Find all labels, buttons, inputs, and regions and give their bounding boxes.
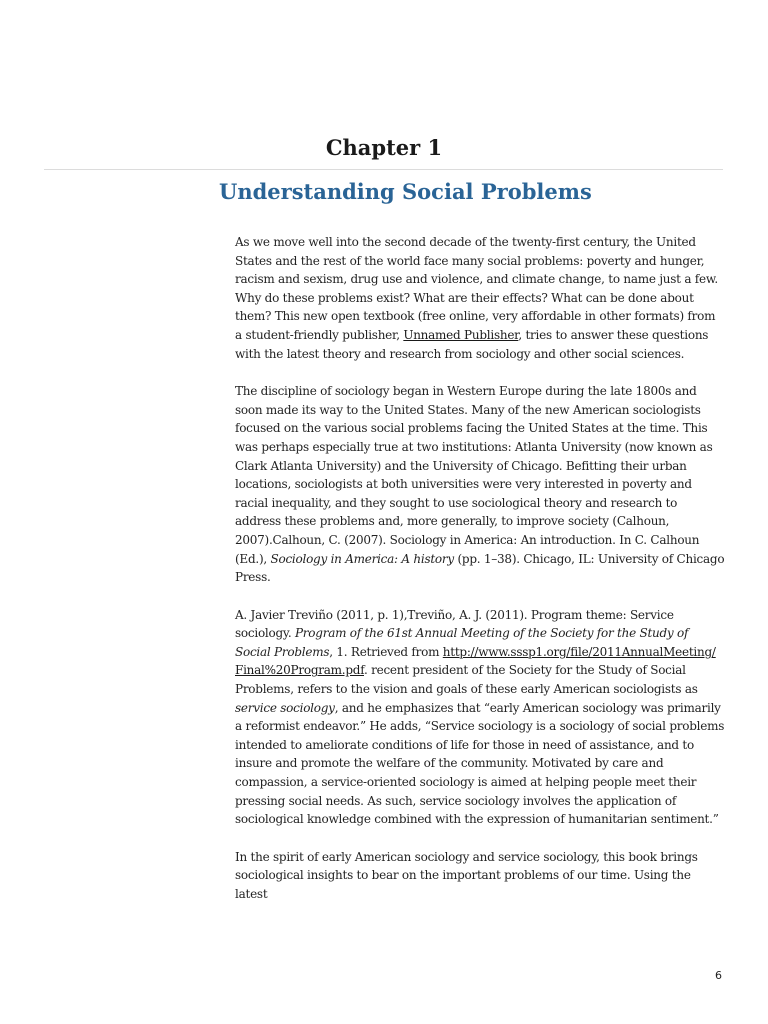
- program-title: Program of the 61st Annual Meeting of the Society for the Study of Social Problems: [235, 626, 689, 659]
- paragraph-text: A. Javier Treviño (2011, p. 1),Treviño, A. J. (2011). Program theme: Service sociology.: [235, 607, 674, 641]
- book-title: Sociology in America: A history: [270, 551, 454, 566]
- page-number: 6: [715, 969, 722, 982]
- program-pdf-link[interactable]: http://www.sssp1.org/file/2011AnnualMeeting/ Final%20Program.pdf: [235, 644, 716, 678]
- service-sociology-term: service sociology: [235, 700, 335, 715]
- paragraph-text: As we move well into the second decade of the twenty-first century, the United States and the rest of the world face many social problems: poverty and hunger, racism and sexism, drug use and violence, and climate change, to name just a few. Why do these problems exist? What are their effects? What can be done about them? This new open textbook (free online, very affordable in other formats) from a student-friendly publisher,: [235, 235, 718, 342]
- header-divider: [44, 169, 723, 170]
- paragraph-text: . recent president of the Society for the Study of Social Problems, refers to the vision and goals of these early American sociologists as: [235, 663, 698, 697]
- paragraph-text: , tries to answer these questions with the latest theory and research from sociology and other social sciences.: [235, 327, 709, 361]
- paragraph-text: (pp. 1–38). Chicago, IL: University of Chicago Press.: [235, 551, 725, 585]
- paragraph-3: [235, 606, 725, 829]
- paragraph-text: , 1. Retrieved from: [329, 644, 443, 659]
- paragraph-text: , and he emphasizes that “early American sociology was primarily a reformist endeavor.” He adds, “Service sociology is a sociology of social problems intended to ameliorate conditions of life for those in need of assistance, and to insure and promote the welfare of the community. Motivated by care and compassion, a service-oriented sociology is aimed at helping people meet their pressing social needs. As such, service sociology involves the application of sociological knowledge combined with the expression of humanitarian sentiment.”: [235, 700, 725, 827]
- paragraph-text: In the spirit of early American sociology and service sociology, this book brings sociological insights to bear on the important problems of our time. Using the latest: [235, 849, 698, 901]
- chapter-label: Chapter 1: [325, 135, 443, 160]
- chapter-title: Understanding Social Problems: [219, 179, 592, 204]
- publisher-link[interactable]: Unnamed Publisher: [403, 327, 519, 342]
- body-text: [235, 233, 725, 923]
- paragraph-4: [235, 848, 725, 904]
- paragraph-2: [235, 382, 725, 587]
- paragraph-text: The discipline of sociology began in Western Europe during the late 1800s and soon made its way to the United States. Many of the new American sociologists focused on the various social problems facing the United States at the time. This was perhaps especially true at two institutions: Atlanta University (now known as Clark Atlanta University) and the University of Chicago. Befitting their urban locations, sociologists at both universities were very interested in poverty and racial inequality, and they sought to use sociological theory and research to address these problems and, more generally, to improve society (Calhoun, 2007).Calhoun, C. (2007). Sociology in America: An introduction. In C. Calhoun (Ed.),: [235, 384, 713, 566]
- paragraph-1: [235, 233, 725, 363]
